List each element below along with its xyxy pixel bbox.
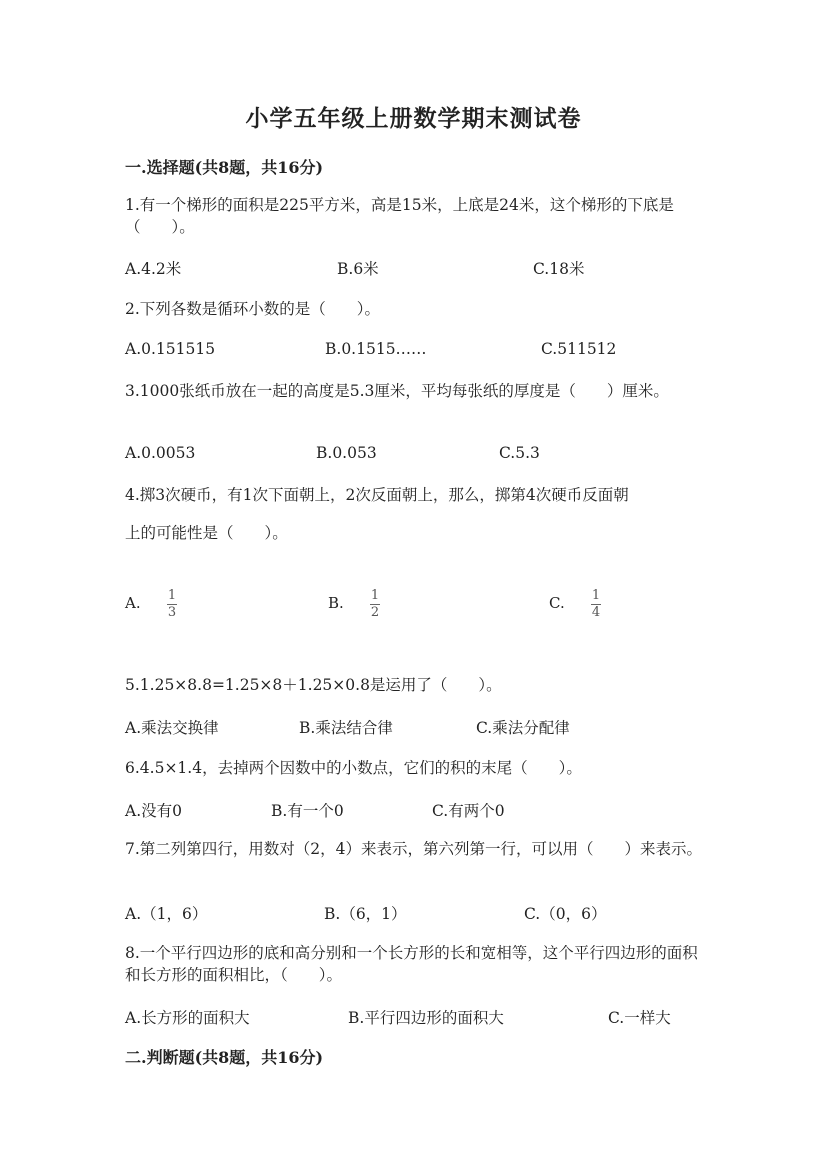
q6-option-c: C.有两个0 — [432, 802, 505, 820]
fraction-denominator: 3 — [167, 605, 177, 620]
fraction-denominator: 2 — [370, 605, 380, 620]
q1-option-a: A.4.2米 — [125, 260, 182, 278]
question-2: 2.下列各数是循环小数的是（ ）。 — [125, 300, 381, 318]
q5-option-b: B.乘法结合律 — [299, 719, 393, 737]
q3-option-c: C.5.3 — [499, 444, 540, 462]
fraction-numerator: 1 — [167, 588, 177, 603]
q8-option-b: B.平行四边形的面积大 — [348, 1009, 504, 1027]
q7-option-a: A.（1，6） — [125, 905, 208, 923]
q5-option-c: C.乘法分配律 — [476, 719, 570, 737]
q4-option-c-label: C. — [549, 594, 565, 612]
q3-option-b: B.0.053 — [316, 444, 377, 462]
q5-option-a: A.乘法交换律 — [125, 719, 219, 737]
q2-option-b: B.0.1515…… — [325, 340, 427, 358]
q7-option-b: B.（6，1） — [324, 905, 407, 923]
question-4-line-2: 上的可能性是（ ）。 — [125, 524, 288, 542]
q2-option-c: C.511512 — [541, 340, 617, 358]
q4-option-a-fraction — [167, 589, 177, 620]
question-6: 6.4.5×1.4，去掉两个因数中的小数点，它们的积的末尾（ ）。 — [125, 759, 582, 777]
q4-option-a-label: A. — [125, 594, 141, 612]
fraction-denominator: 4 — [591, 605, 601, 620]
q8-option-a: A.长方形的面积大 — [125, 1009, 250, 1027]
page-title: 小学五年级上册数学期末测试卷 — [245, 105, 582, 132]
q1-option-c: C.18米 — [533, 260, 585, 278]
q6-option-a: A.没有0 — [125, 802, 182, 820]
q1-option-b: B.6米 — [337, 260, 379, 278]
question-8: 8.一个平行四边形的底和高分别和一个长方形的长和宽相等，这个平行四边形的面积和长方形的面积相比，（ ）。 — [125, 944, 698, 984]
question-3: 3.1000张纸币放在一起的高度是5.3厘米，平均每张纸的厚度是（ ）厘米。 — [125, 382, 669, 400]
fraction-numerator: 1 — [591, 588, 601, 603]
question-1: 1.有一个梯形的面积是225平方米，高是15米，上底是24米，这个梯形的下底是（ ）。 — [125, 196, 674, 236]
q6-option-b: B.有一个0 — [271, 802, 344, 820]
section-heading-true-false: 二.判断题(共8题，共16分) — [125, 1048, 324, 1067]
q4-option-c-fraction — [591, 589, 601, 620]
fraction-numerator: 1 — [370, 588, 380, 603]
q4-option-b-label: B. — [328, 594, 344, 612]
q7-option-c: C.（0，6） — [524, 905, 607, 923]
q2-option-a: A.0.151515 — [125, 340, 216, 358]
q3-option-a: A.0.0053 — [125, 444, 196, 462]
question-4-line-1: 4.掷3次硬币，有1次下面朝上，2次反面朝上，那么，掷第4次硬币反面朝 — [125, 486, 629, 504]
question-5: 5.1.25×8.8=1.25×8＋1.25×0.8是运用了（ ）。 — [125, 676, 502, 694]
section-heading-choice: 一.选择题(共8题，共16分) — [125, 158, 324, 177]
question-7: 7.第二列第四行，用数对（2，4）来表示，第六列第一行，可以用（ ）来表示。 — [125, 840, 703, 858]
q4-option-b-fraction — [370, 589, 380, 620]
q8-option-c: C.一样大 — [608, 1009, 671, 1027]
